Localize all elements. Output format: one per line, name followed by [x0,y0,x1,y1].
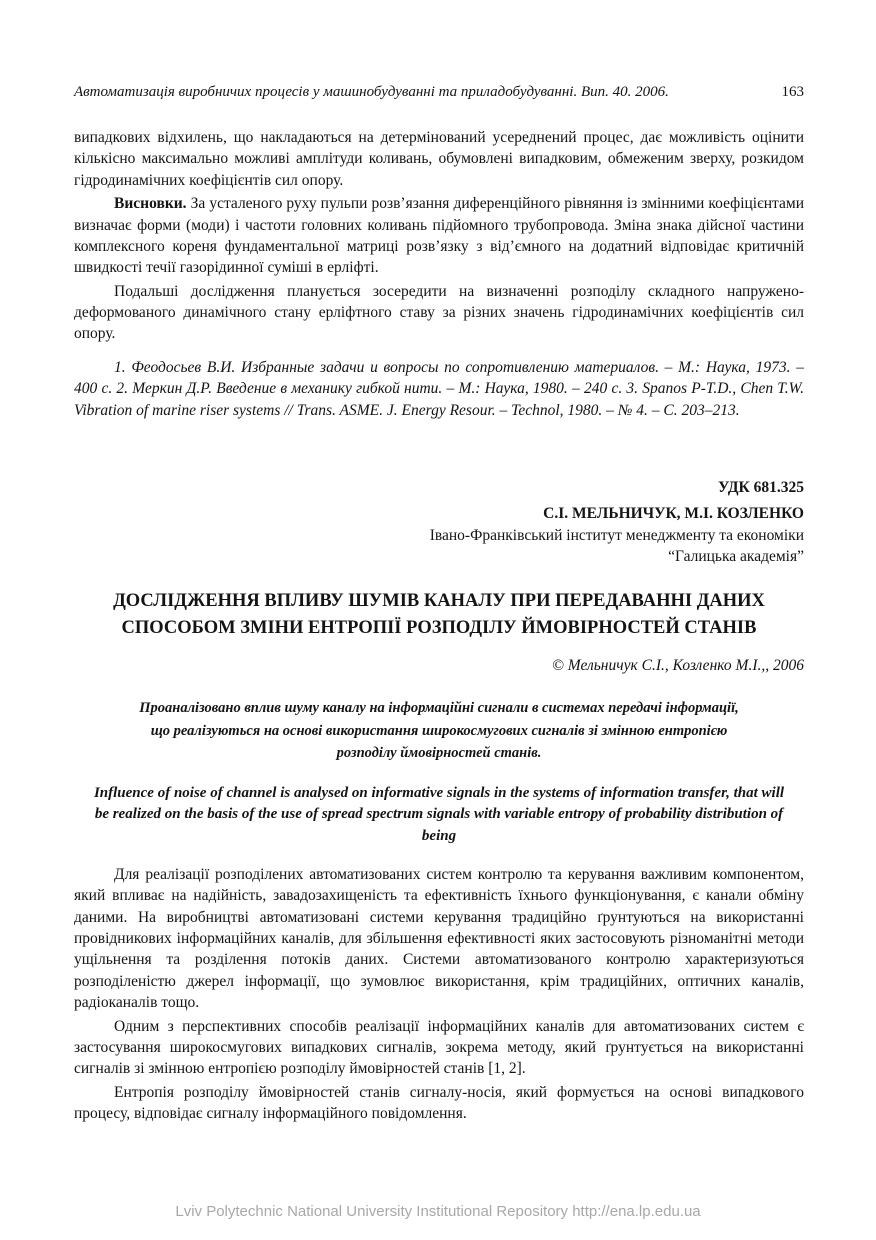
repository-footer: Lviv Polytechnic National University Institutional Repository http://ena.lp.edu.ua [175,1203,701,1220]
references-block: 1. Феодосьев В.И. Избранные задачи и вопросы по сопротивлению материалов. – М.: Наука, 1973. – 400 с. 2. Меркин Д.Р. Введение в механику гибкой нити. – М.: Наука, 1980. – 240 с. 3. Spanos P-T.D., Chen T.W. Vibration of marine riser systems // Trans. ASME. J. Energy Resour. – Technol, 1980. – № 4. – С. 203–213. [74,358,804,419]
article-previous [74,127,804,421]
article-current [74,479,804,1125]
running-header [74,84,804,101]
journal-title: Автоматизація виробничих процесів у машинобудуванні та приладобудуванні. Вип. 40. 2006. [74,84,669,100]
body-paragraph-3: Ентропія розподілу ймовірностей станів сигналу-носія, який формується на основі випадкового процесу, відповідає сигналу інформаційного повідомлення. [74,1083,804,1122]
udk-code: УДК 681.325 [718,478,804,496]
affiliation-line-2: “Галицька академія” [668,547,804,565]
conclusions-label: Висновки. [114,195,187,213]
body-paragraph-1: Для реалізації розподілених автоматизованих систем контролю та керування важливим компонентом, який впливає на надійність, завадозахищеність та ефективність їхнього функціонування, є канали обміну даними. На виробництві автоматизовані системи керування традиційно ґрунтуються на використанні провідникових інформаційних каналів, для збільшення ефективності яких застосовують різноманітні методи ущільнення та розділення потоків даних. Системи автоматизованого контролю характеризуються розподіленістю джерел інформації, що зумовлює використання, крім традиційних, оптичних каналів, радіоканалів тощо. [74,865,804,1012]
abstract-english: Influence of noise of channel is analysed on informative signals in the systems of information transfer, that will be realized on the basis of the use of spread spectrum signals with variable entropy of probability distribution of being [93,784,785,845]
page-number: 163 [781,84,804,100]
continued-paragraph: випадкових відхилень, що накладаються на детермінований усереднений процес, дає можливість оцінити кількісно максимально можливі амплітуди коливань, обумовлені випадковим, обмеженим зверху, розкидом гідродинамічних коефіцієнтів сил опору. [74,129,804,189]
body-paragraph-2: Одним з перспективних способів реалізації інформаційних каналів для автоматизованих систем є застосування широкосмугових випадкових сигналів, зокрема методу, який ґрунтується на використанні сигналів зі змінною ентропією розподілу ймовірностей станів [1, 2]. [74,1017,804,1078]
conclusions-text: За усталеного руху пульпи розв’язання диференційного рівняння із змінними коефіцієнтами визначає форми (моди) і частоти головних коливань підйомного трубопровода. Зміна знака дійсної частини комплексного кореня фундаментальної матриці розв’язку з від’ємного на додатний відповідає критичній швидкості течії газорідинної суміші в ерліфті. [74,195,804,277]
article-title: ДОСЛІДЖЕННЯ ВПЛИВУ ШУМІВ КАНАЛУ ПРИ ПЕРЕДАВАННІ ДАНИХ СПОСОБОМ ЗМІНИ ЕНТРОПІЇ РОЗПОДІЛУ ЙМОВІРНОСТЕЙ СТАНІВ [113,590,765,639]
affiliation-line-1: Івано-Франківський інститут менеджменту та економіки [429,526,804,544]
abstract-ukrainian: Проаналізовано вплив шуму каналу на інформаційні сигнали в системах передачі інформації, що реалізуються на основі використання широкосмугових сигналів зі змінною ентропією розподілу ймовірностей станів. [139,700,739,762]
further-research-paragraph: Подальші дослідження планується зосередити на визначенні розподілу складного напружено-деформованого динамічного стану ерліфтного ставу за різних значень гідродинамічних коефіцієнтів сил опору. [74,282,804,343]
authors-line: С.І. МЕЛЬНИЧУК, М.І. КОЗЛЕНКО [543,504,804,522]
copyright-line: © Мельничук С.І., Козленко М.І.,, 2006 [552,657,804,675]
conclusions-paragraph [74,193,804,279]
